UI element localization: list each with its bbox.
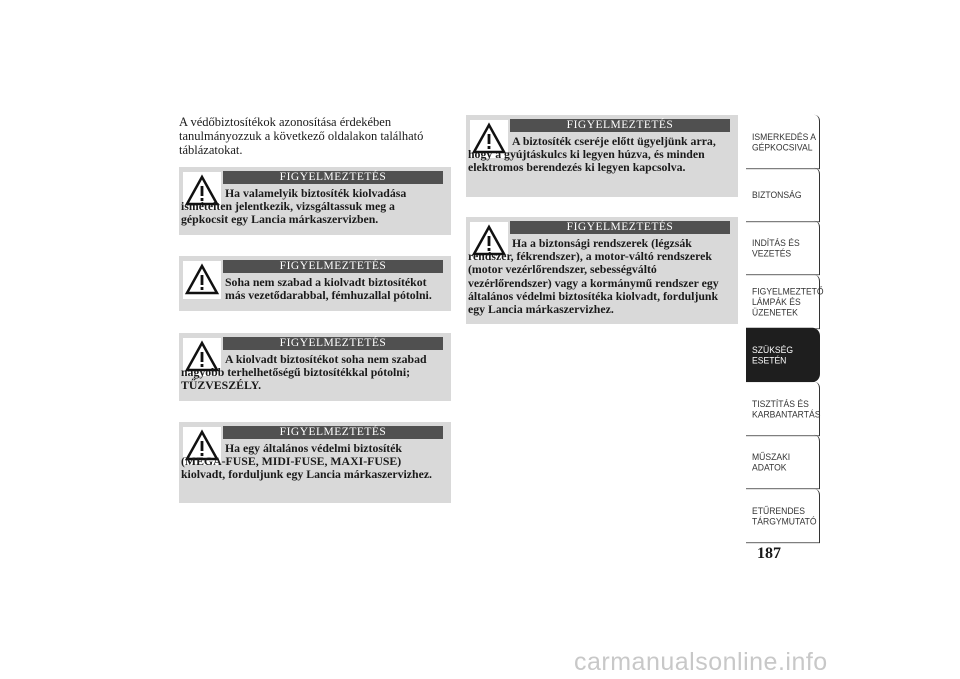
warning-triangle-icon xyxy=(183,261,221,299)
warning-box-4 xyxy=(179,422,451,503)
warning-text: Ha a biztonsági rendszerek (légzsák rendszer, fékrendszer), a motor-váltó rendszerek (motor vezérlőrendszer, sebességváltó vezérlőrendszer) vagy a kormánymű rendszer egy általános védelmi biztosítéka kiolvadt, forduljunk egy Lancia márkaszervizhez. xyxy=(468,236,719,317)
warning-text: Ha valamelyik biztosíték kiolvadása ismételten jelentkezik, vizsgáltassuk meg a gépkocsit egy Lancia márkaszervizben. xyxy=(181,186,407,227)
warning-header: FIGYELMEZTETÉS xyxy=(223,337,443,350)
warning-box-5 xyxy=(466,115,738,197)
warning-header: FIGYELMEZTETÉS xyxy=(510,221,730,234)
tab-targymutato[interactable]: ETŰRENDES TÁRGYMUTATÓ xyxy=(746,489,820,544)
tab-inditas[interactable]: INDÍTÁS ÉS VEZETÉS xyxy=(746,221,820,276)
warning-text: Soha nem szabad a kiolvadt biztosítékot más vezetődarabbal, fémhuzallal pótolni. xyxy=(225,275,432,303)
warning-text: A biztosíték cseréje előtt ügyeljünk arra, hogy a gyújtáskulcs ki legyen húzva, és minden elektromos berendezés ki legyen kapcsolva. xyxy=(468,134,716,175)
warning-box-6 xyxy=(466,217,738,324)
intro-paragraph: A védőbiztosítékok azonosítása érdekében tanulmányozzuk a következő oldalakon található táblázatokat. xyxy=(179,115,424,157)
tab-biztonsag[interactable]: BIZTONSÁG xyxy=(746,168,820,223)
page-number: 187 xyxy=(757,545,781,562)
warning-header: FIGYELMEZTETÉS xyxy=(223,171,443,184)
warning-header: FIGYELMEZTETÉS xyxy=(223,260,443,273)
tab-muszaki[interactable]: MŰSZAKI ADATOK xyxy=(746,435,820,490)
tab-szukseg-eseten[interactable]: SZÜKSÉG ESETÉN xyxy=(746,328,820,383)
warning-box-3 xyxy=(179,333,451,401)
warning-box-2 xyxy=(179,256,451,311)
warning-header: FIGYELMEZTETÉS xyxy=(223,426,443,439)
warning-box-1 xyxy=(179,167,451,235)
warning-text: A kiolvadt biztosítékot soha nem szabad nagyobb terhelhetőségű biztosítékkal pótolni; TŰZVESZÉLY. xyxy=(181,352,427,393)
tab-figyelmezteto[interactable]: FIGYELMEZTETŐ LÁMPÁK ÉS ÜZENETEK xyxy=(746,275,820,330)
warning-header: FIGYELMEZTETÉS xyxy=(510,119,730,132)
warning-text: Ha egy általános védelmi biztosíték (MEGA-FUSE, MIDI-FUSE, MAXI-FUSE) kiolvadt, forduljunk egy Lancia márkaszervizhez. xyxy=(181,441,433,482)
tab-ismerkedes[interactable]: ISMERKEDÉS A GÉPKOCSIVAL xyxy=(746,115,820,170)
tab-tisztitas[interactable]: TISZTÍTÁS ÉS KARBANTARTÁS xyxy=(746,382,820,437)
watermark: carmanualsonline.info xyxy=(574,648,828,676)
